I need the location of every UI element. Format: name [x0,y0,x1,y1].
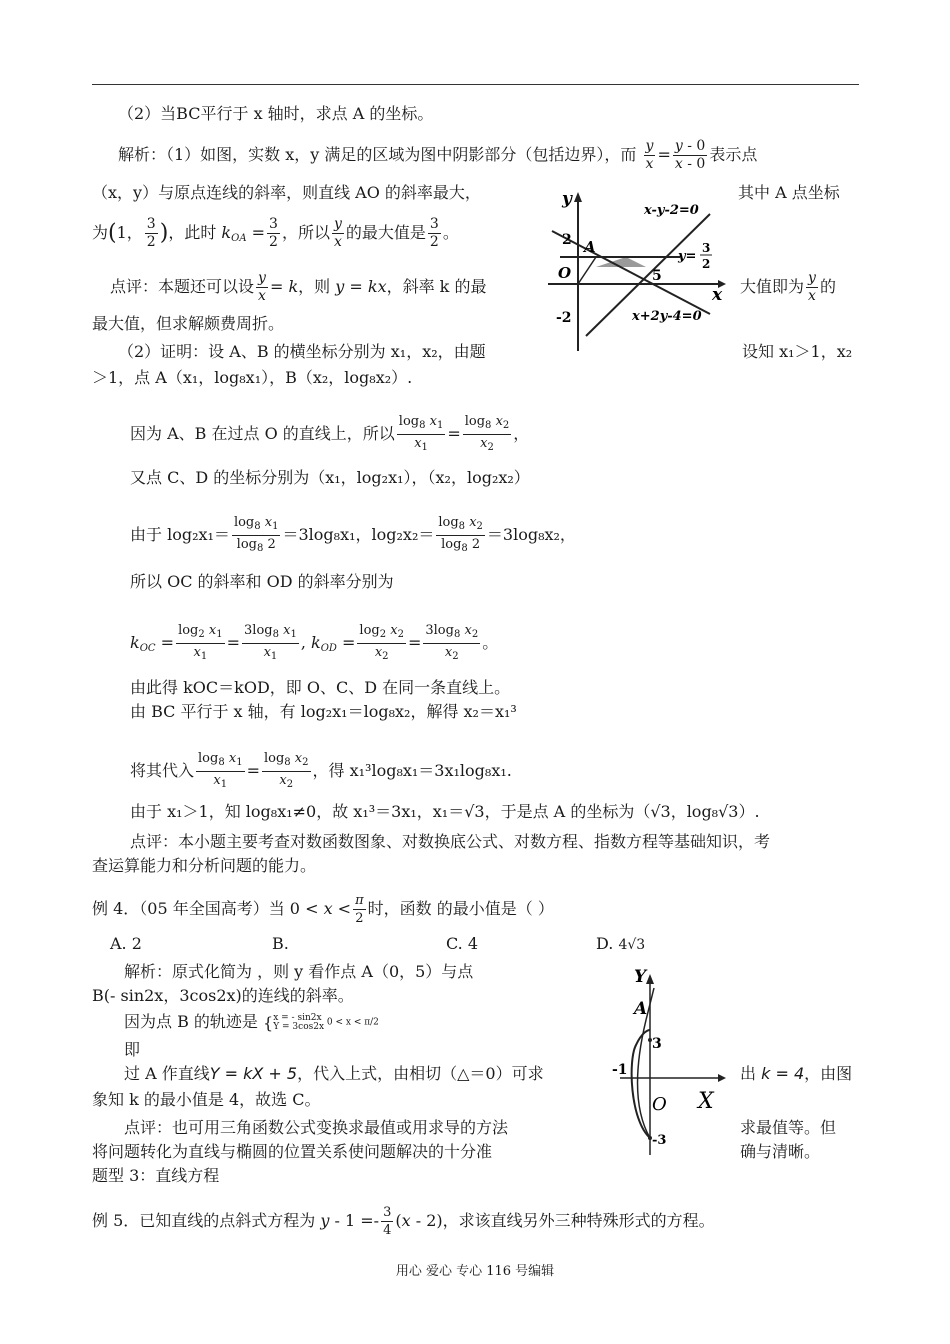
text-line: 例 4．（05 年全国高考）当 0 < x < $\frac{\pi}{2}$ 时，函数 的最小值是（ ） [92,893,554,926]
option-a: A. 2 [110,934,142,953]
text-line: 由于 x₁＞1，知 log₈x₁≠0，故 x₁³＝3x₁，x₁＝√3，于是点 A 的坐标为（√3，log₈√3）. [130,802,760,821]
text-line: （2）当BC平行于 x 轴时，求点 A 的坐标。 [118,104,434,123]
text-line: 求最值等。但 [740,1118,837,1137]
text-line: 出 k = 4，由图 [740,1064,853,1083]
option-b: B. [272,934,289,953]
text-line: 例 5．已知直线的点斜式方程为 y - 1 =- $\frac{3}{4}$ (x - 2)，求该直线另外三种特殊形式的方程。 [92,1205,715,1238]
tick-label: -2 [556,310,572,326]
x-axis-label: x [712,285,723,305]
line-label: 3 [702,241,711,255]
text-line: （x，y）与原点连线的斜率，则直线 AO 的斜率最大， [92,183,481,202]
text-line: 由于 log₂x₁＝ $\frac{\log_8 x_1}{\log_8 2}$ ＝3log₈x₁，log₂x₂＝ $\frac{\log_8 x_2}{\log_8 2}$ ＝3log₈x₂， [130,515,576,554]
text-line: $k_{OC}$ = $\frac{\log_2 x_1}{x_1}$ = $\frac{3\log_8 x_1}{x_1}$ , $k_{OD}$ = $\frac{\log_2 x_2}{x_2}$ = $\frac{3\log_8 x_2}{x_2}$ 。 [130,623,499,662]
text-line: 因为 A、B 在过点 O 的直线上，所以 $\frac{\log_8 x_1}{x_1}$ = $\frac{\log_8 x_2}{x_2}$ ， [130,414,530,453]
point-a-label: A [584,238,596,256]
fraction: $\frac{y - 0}{x - 0}$ [674,138,706,172]
text-line: 为(1， $\frac{3}{2}$ )，此时 $k_{OA}$ = $\frac{3}{2}$ ，所以 $\frac{y}{x}$ 的最大值是 $\frac{3}{2}$ 。 [92,216,459,250]
tick-label: -1 [612,1062,628,1078]
line-label: x-y-2=0 [644,203,699,218]
text-line: 由此得 kOC＝kOD，即 O、C、D 在同一条直线上。 [130,678,511,697]
y-axis-label: y [562,189,572,209]
text-line: ＞1，点 A（x₁，log₈x₁），B（x₂，log₈x₂）. [92,368,413,387]
text-line: 因为点 B 的轨迹是 { x = - sin2x Y = 3cos2x 0 < x < π/2 [124,1012,379,1032]
text-line: 所以 OC 的斜率和 OD 的斜率分别为 [130,572,394,591]
text-line: 将问题转化为直线与椭圆的位置关系使问题解决的十分准 [92,1142,493,1161]
tick-label: 2 [562,232,572,248]
text-line: 解析：原式化简为 ，则 y 看作点 A（0，5）与点 [124,962,474,981]
text-line: 点评：也可用三角函数公式变换求最值或用求导的方法 [124,1118,509,1137]
text-line: 点评：本小题主要考查对数函数图象、对数换底公式、对数方程、指数方程等基础知识，考 [130,832,771,851]
x-axis-label: X [698,1089,714,1114]
tick-label: -3 [652,1133,667,1148]
text-line: 确与清晰。 [740,1142,821,1161]
text-line: 最大值，但求解颇费周折。 [92,314,285,333]
text-line: 其中 A 点坐标 [738,183,840,202]
header-rule [92,84,859,85]
line-x-2y-4 [552,231,710,314]
tick-label: 3 [652,1036,662,1052]
text-line: 又点 C、D 的坐标分别为（x₁，log₂x₁），（x₂，log₂x₂） [130,468,530,487]
line-AO [578,257,596,284]
option-c: C. 4 [446,934,479,953]
origin-label: O [652,1094,667,1115]
line-label: 2 [702,257,711,271]
text-line: 设知 x₁＞1，x₂ [742,342,853,361]
text-line: 解析：（1）如图，实数 x，y 满足的区域为图中阴影部分（包括边界），而 $\frac{y}{x}$ = $\frac{y - 0}{x - 0}$ 表示点 [118,138,758,172]
text-line: 查运算能力和分析问题的能力。 [92,856,317,875]
fraction: $\frac{y}{x}$ [645,138,654,172]
tick-label: 5 [652,268,662,284]
page-footer: 用心 爱心 专心 116 号编辑 [395,1264,555,1279]
text-line: 象知 k 的最小值是 4，故选 C。 [92,1090,321,1109]
text-line: （2）证明：设 A、B 的横坐标分别为 x₁，x₂，由题 [118,342,486,361]
point-a-label: A [634,999,648,1019]
text-line: B(- sin2x，3cos2x)的连线的斜率。 [92,986,354,1005]
text-line: 点评：本题还可以设 $\frac{y}{x}$ = k，则 y = kx，斜率 k 的最 [110,270,487,304]
text-line: 由 BC 平行于 x 轴，有 log₂x₁＝log₈x₂，解得 x₂＝x₁³ [130,702,517,721]
origin-label: O [558,264,572,282]
option-d: D. 4√3 [596,934,646,953]
text-line: 题型 3：直线方程 [92,1166,220,1185]
graph-linear-region [540,186,730,356]
text-line: 将其代入 $\frac{\log_8 x_1}{x_1}$ = $\frac{\log_8 x_2}{x_2}$ ，得 x₁³log₈x₁＝3x₁log₈x₁. [130,751,512,790]
text-line: 过 A 作直线Y = kX + 5，代入上式，由相切（△＝0）可求 [124,1064,544,1083]
text-line: 大值即为 $\frac{y}{x}$ 的 [740,270,836,304]
y-axis-label: Y [634,967,647,987]
line-label: x+2y-4=0 [632,309,702,324]
text-line: 即 [124,1040,141,1059]
graph-ellipse [610,960,730,1160]
line-label: y= [678,249,697,264]
